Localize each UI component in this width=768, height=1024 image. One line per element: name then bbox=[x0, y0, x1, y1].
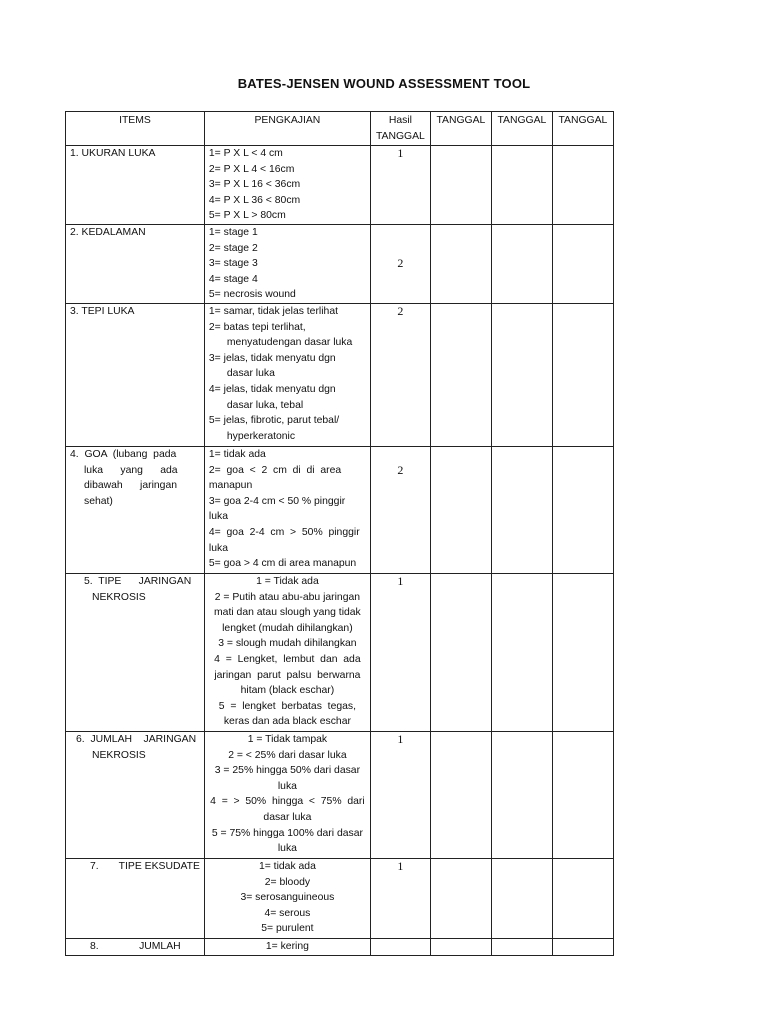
item-cell bbox=[66, 732, 205, 859]
option-line: 2= stage 2 bbox=[208, 242, 258, 254]
pengkajian-cell bbox=[204, 732, 370, 859]
option-line: 2= goa < 2 cm di di area bbox=[208, 464, 342, 476]
option-line: 5 = lengket berbatas tegas, bbox=[218, 700, 356, 712]
option-line: 1= tidak ada bbox=[258, 861, 316, 872]
option-line: 1= stage 1 bbox=[208, 227, 258, 238]
option-line: 1 = Tidak ada bbox=[256, 576, 319, 587]
option-line: 3 = slough mudah dihilangkan bbox=[218, 638, 357, 650]
option-line: keras dan ada black eschar bbox=[223, 716, 351, 728]
tanggal-cell bbox=[430, 574, 491, 732]
option-line: 2= bloody bbox=[264, 876, 311, 888]
tanggal-cell bbox=[552, 146, 613, 225]
header-hasil bbox=[370, 112, 430, 146]
item-label: dibawah jaringan bbox=[84, 480, 177, 492]
item-label: 3. TEPI LUKA bbox=[70, 306, 135, 317]
option-line: manapun bbox=[208, 480, 253, 492]
pengkajian-cell bbox=[204, 859, 370, 939]
item-label: NEKROSIS bbox=[92, 749, 146, 761]
tanggal-cell bbox=[491, 732, 552, 859]
option-line: 1 = Tidak tampak bbox=[247, 734, 328, 745]
hasil-score bbox=[370, 939, 430, 956]
option-line: 5= purulent bbox=[261, 923, 314, 935]
option-line: 3= P X L 16 < 36cm bbox=[208, 179, 301, 191]
option-line: 3= serosanguineous bbox=[240, 892, 335, 904]
header-hasil-line2: TANGGAL bbox=[375, 130, 425, 142]
tanggal-cell bbox=[430, 732, 491, 859]
tanggal-cell bbox=[491, 859, 552, 939]
table-row bbox=[66, 732, 614, 859]
tanggal-cell bbox=[552, 447, 613, 574]
item-label: 2. KEDALAMAN bbox=[70, 227, 146, 238]
option-line: hitam (black eschar) bbox=[240, 685, 335, 697]
pengkajian-cell bbox=[204, 574, 370, 732]
header-row bbox=[66, 112, 614, 146]
item-cell bbox=[66, 939, 205, 956]
pengkajian-cell bbox=[204, 939, 370, 956]
table-row bbox=[66, 859, 614, 939]
option-line: 1= tidak ada bbox=[208, 449, 266, 460]
tanggal-cell bbox=[430, 304, 491, 447]
option-line: 1= kering bbox=[265, 941, 309, 952]
item-cell bbox=[66, 447, 205, 574]
option-line: 4= jelas, tidak menyatu dgn bbox=[208, 383, 336, 395]
item-label: 8. JUMLAH bbox=[90, 941, 181, 952]
item-label: 4. GOA (lubang pada bbox=[70, 449, 177, 460]
tanggal-cell bbox=[552, 939, 613, 956]
header-tanggal-3: TANGGAL bbox=[552, 112, 613, 146]
hasil-score: 1 bbox=[370, 732, 430, 859]
document-title: BATES-JENSEN WOUND ASSESSMENT TOOL bbox=[237, 76, 531, 91]
tanggal-cell bbox=[491, 225, 552, 304]
pengkajian-cell bbox=[204, 146, 370, 225]
table-row bbox=[66, 225, 614, 304]
table-row bbox=[66, 304, 614, 447]
option-line: 5 = 75% hingga 100% dari dasar bbox=[211, 827, 363, 839]
item-label: 6. JUMLAH JARINGAN bbox=[76, 734, 197, 745]
hasil-score: 1 bbox=[370, 859, 430, 939]
item-cell bbox=[66, 859, 205, 939]
option-line: dasar luka bbox=[226, 368, 275, 380]
option-line: hyperkeratonic bbox=[226, 430, 296, 442]
tanggal-cell bbox=[491, 304, 552, 447]
option-line: 5= jelas, fibrotic, parut tebal/ bbox=[208, 415, 340, 427]
table-row bbox=[66, 574, 614, 732]
option-line: dasar luka, tebal bbox=[226, 399, 304, 411]
item-cell bbox=[66, 225, 205, 304]
tanggal-cell bbox=[552, 304, 613, 447]
header-items: ITEMS bbox=[66, 112, 205, 146]
option-line: 3 = 25% hingga 50% dari dasar bbox=[214, 765, 361, 777]
option-line: 2= P X L 4 < 16cm bbox=[208, 163, 295, 175]
option-line: lengket (mudah dihilangkan) bbox=[222, 622, 353, 634]
option-line: 4 = > 50% hingga < 75% dari bbox=[210, 796, 365, 808]
option-line: luka bbox=[208, 542, 228, 554]
tanggal-cell bbox=[430, 939, 491, 956]
option-line: 4= P X L 36 < 80cm bbox=[208, 194, 301, 206]
option-line: menyatudengan dasar luka bbox=[226, 337, 353, 349]
tanggal-cell bbox=[552, 225, 613, 304]
header-pengkajian: PENGKAJIAN bbox=[204, 112, 370, 146]
tanggal-cell bbox=[491, 146, 552, 225]
option-line: 3= jelas, tidak menyatu dgn bbox=[208, 352, 336, 364]
table-row bbox=[66, 146, 614, 225]
option-line: 3= goa 2-4 cm < 50 % pinggir bbox=[208, 495, 346, 507]
option-line: mati dan atau slough yang tidak bbox=[214, 607, 361, 619]
item-label: 5. TIPE JARINGAN bbox=[84, 576, 192, 587]
item-cell bbox=[66, 304, 205, 447]
option-line: 4= serous bbox=[264, 907, 311, 919]
tanggal-cell bbox=[552, 732, 613, 859]
option-line: luka bbox=[277, 780, 297, 792]
tanggal-cell bbox=[430, 859, 491, 939]
item-cell bbox=[66, 574, 205, 732]
option-line: 5= P X L > 80cm bbox=[208, 210, 286, 222]
pengkajian-cell bbox=[204, 225, 370, 304]
item-label: luka yang ada bbox=[84, 464, 178, 476]
item-label: 1. UKURAN LUKA bbox=[70, 148, 156, 159]
hasil-score: 2 bbox=[370, 225, 430, 304]
tanggal-cell bbox=[552, 574, 613, 732]
table-row bbox=[66, 447, 614, 574]
option-line: 5= goa > 4 cm di area manapun bbox=[208, 558, 357, 570]
hasil-score: 2 bbox=[370, 447, 430, 574]
option-line: 1= P X L < 4 cm bbox=[208, 148, 283, 159]
option-line: 2= batas tepi terlihat, bbox=[208, 321, 306, 333]
hasil-score: 1 bbox=[370, 146, 430, 225]
tanggal-cell bbox=[430, 225, 491, 304]
header-tanggal-2: TANGGAL bbox=[491, 112, 552, 146]
item-label: 7. TIPE EKSUDATE bbox=[90, 861, 200, 872]
pengkajian-cell bbox=[204, 304, 370, 447]
option-line: 2 = Putih atau abu-abu jaringan bbox=[214, 591, 361, 603]
item-label: NEKROSIS bbox=[92, 591, 146, 603]
option-line: 4 = Lengket, lembut dan ada bbox=[214, 653, 361, 665]
assessment-table bbox=[65, 111, 614, 956]
hasil-score: 1 bbox=[370, 574, 430, 732]
header-hasil-line1: Hasil bbox=[388, 115, 412, 126]
header-tanggal-1: TANGGAL bbox=[430, 112, 491, 146]
option-line: 4= stage 4 bbox=[208, 273, 258, 285]
tanggal-cell bbox=[491, 939, 552, 956]
option-line: 3= stage 3 bbox=[208, 258, 258, 270]
option-line: dasar luka bbox=[263, 811, 312, 823]
tanggal-cell bbox=[491, 447, 552, 574]
option-line: 2 = < 25% dari dasar luka bbox=[228, 749, 347, 761]
option-line: luka bbox=[277, 843, 297, 855]
tanggal-cell bbox=[491, 574, 552, 732]
option-line: jaringan parut palsu berwarna bbox=[214, 669, 361, 681]
item-label: sehat) bbox=[84, 495, 113, 507]
pengkajian-cell bbox=[204, 447, 370, 574]
option-line: 5= necrosis wound bbox=[208, 289, 296, 301]
option-line: 1= samar, tidak jelas terlihat bbox=[208, 306, 338, 317]
tanggal-cell bbox=[430, 447, 491, 574]
table-row bbox=[66, 939, 614, 956]
option-line: luka bbox=[208, 511, 228, 523]
hasil-score: 2 bbox=[370, 304, 430, 447]
tanggal-cell bbox=[552, 859, 613, 939]
tanggal-cell bbox=[430, 146, 491, 225]
option-line: 4= goa 2-4 cm > 50% pinggir bbox=[208, 526, 360, 538]
item-cell bbox=[66, 146, 205, 225]
